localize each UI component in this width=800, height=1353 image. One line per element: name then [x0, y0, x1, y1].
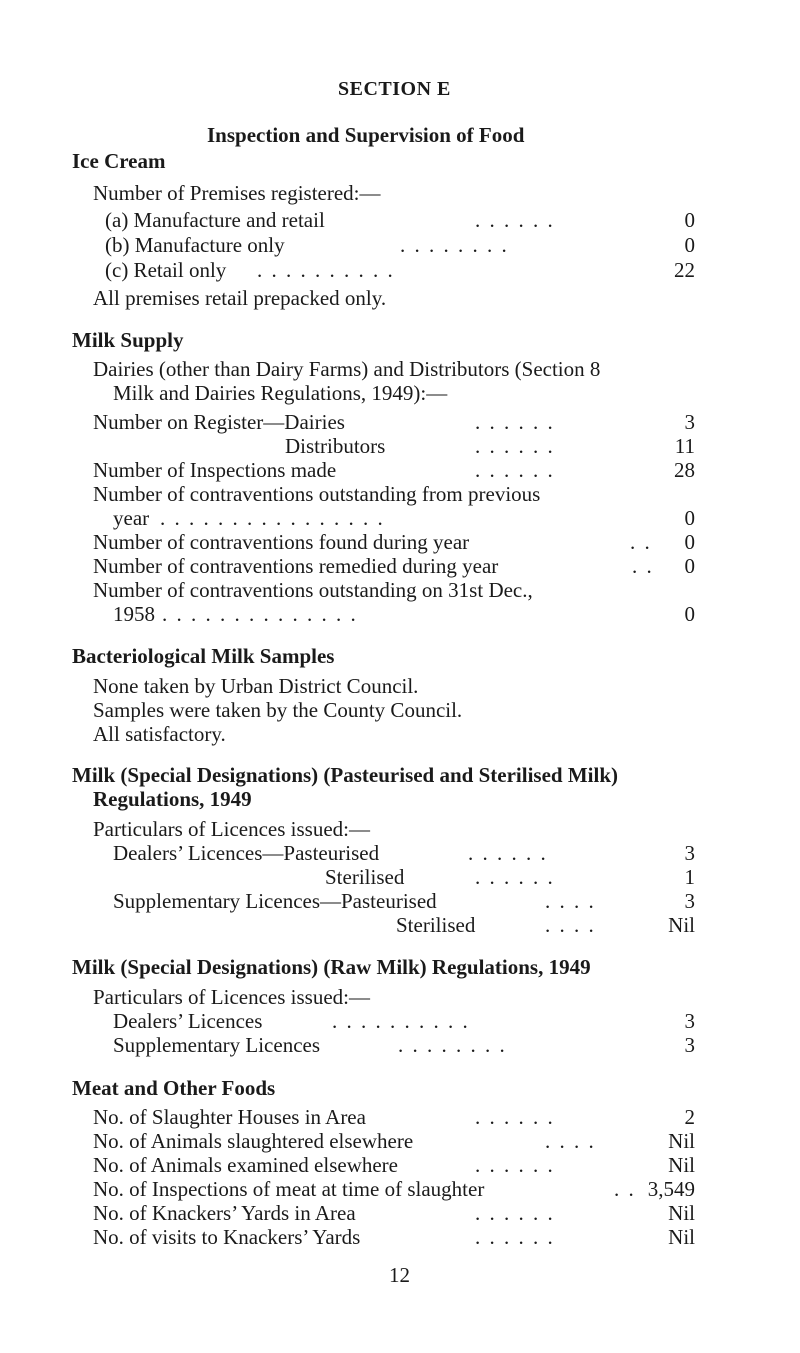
register-dairies-label: Number on Register—Dairies [93, 410, 345, 434]
dealers-sterilised-value: 1 [684, 865, 695, 889]
leader-dots: . . [630, 530, 652, 554]
pasteurised-intro: Particulars of Licences issued:— [93, 817, 370, 841]
dealers-sterilised-label: Sterilised [325, 865, 405, 889]
bacteriological-line: Samples were taken by the County Council. [93, 698, 463, 722]
meat-row-value: Nil [668, 1153, 695, 1177]
meat-row-label: No. of Inspections of meat at time of slaughter [93, 1177, 485, 1201]
meat-heading: Meat and Other Foods [72, 1076, 276, 1100]
ice-cream-row-value: 22 [674, 258, 695, 282]
leader-dots: . . . . [545, 913, 596, 937]
found-value: 0 [684, 530, 695, 554]
leader-dots: . . . . . . [475, 410, 555, 434]
ice-cream-heading: Ice Cream [72, 149, 166, 173]
raw-dealers-label: Dealers’ Licences [113, 1009, 263, 1033]
raw-supplementary-label: Supplementary Licences [113, 1033, 321, 1057]
inspections-label: Number of Inspections made [93, 458, 337, 482]
ice-cream-intro: Number of Premises registered:— [93, 181, 381, 205]
found-label: Number of contraventions found during year [93, 530, 470, 554]
meat-row-value: Nil [668, 1201, 695, 1225]
pasteurised-heading: Regulations, 1949 [93, 787, 252, 811]
leader-dots: . . . . . . . . . . . . . . [162, 602, 358, 626]
leader-dots: . . . . . . . . [400, 233, 509, 257]
ice-cream-row-value: 0 [684, 208, 695, 232]
leader-dots: . . . . [545, 889, 596, 913]
leader-dots: . . . . . . . . . . [257, 258, 395, 282]
leader-dots: . . . . . . [475, 458, 555, 482]
ice-cream-row-label: (a) Manufacture and retail [105, 208, 325, 232]
leader-dots: . . . . . . [475, 865, 555, 889]
page-title: Inspection and Supervision of Food [207, 123, 525, 147]
leader-dots: . . . . . . . . . . . . . . . . [160, 506, 385, 530]
remedied-value: 0 [684, 554, 695, 578]
meat-row-label: No. of Animals examined elsewhere [93, 1153, 398, 1177]
leader-dots: . . . . . . [468, 841, 548, 865]
supplementary-sterilised-value: Nil [668, 913, 695, 937]
raw-dealers-value: 3 [684, 1009, 695, 1033]
ice-cream-note: All premises retail prepacked only. [93, 286, 387, 310]
leader-dots: . . . . . . [475, 1225, 555, 1249]
meat-row-value: 3,549 [647, 1177, 695, 1201]
leader-dots: . . . . . . [475, 434, 555, 458]
meat-row-value: Nil [668, 1129, 695, 1153]
milk-supply-intro: Milk and Dairies Regulations, 1949):— [113, 381, 448, 405]
leader-dots: . . . . . . . . [398, 1033, 507, 1057]
bacteriological-line: All satisfactory. [93, 722, 226, 746]
raw-supplementary-value: 3 [684, 1033, 695, 1057]
meat-row-label: No. of Knackers’ Yards in Area [93, 1201, 356, 1225]
dealers-pasteurised-value: 3 [684, 841, 695, 865]
raw-milk-intro: Particulars of Licences issued:— [93, 985, 370, 1009]
ice-cream-row-label: (c) Retail only [105, 258, 227, 282]
leader-dots: . . . . . . . . . . [332, 1009, 470, 1033]
page-number: 12 [389, 1263, 410, 1287]
outstanding-previous-year: year [113, 506, 150, 530]
remedied-label: Number of contraventions remedied during year [93, 554, 499, 578]
pasteurised-heading: Milk (Special Designations) (Pasteurised and Sterilised Milk) [72, 763, 618, 787]
outstanding-previous-label: Number of contraventions outstanding from previous [93, 482, 541, 506]
meat-row-label: No. of visits to Knackers’ Yards [93, 1225, 361, 1249]
supplementary-sterilised-label: Sterilised [396, 913, 476, 937]
outstanding-previous-value: 0 [684, 506, 695, 530]
section-title: SECTION E [338, 78, 451, 100]
ice-cream-row-label: (b) Manufacture only [105, 233, 285, 257]
raw-milk-heading: Milk (Special Designations) (Raw Milk) Regulations, 1949 [72, 955, 591, 979]
dealers-pasteurised-label: Dealers’ Licences—Pasteurised [113, 841, 380, 865]
meat-row-label: No. of Animals slaughtered elsewhere [93, 1129, 414, 1153]
leader-dots: . . . . . . [475, 208, 555, 232]
leader-dots: . . . . . . [475, 1105, 555, 1129]
register-distributors-label: Distributors [285, 434, 386, 458]
meat-row-value: Nil [668, 1225, 695, 1249]
register-distributors-value: 11 [674, 434, 695, 458]
register-dairies-value: 3 [684, 410, 695, 434]
outstanding-end-label: Number of contraventions outstanding on 31st Dec., [93, 578, 533, 602]
supplementary-pasteurised-value: 3 [684, 889, 695, 913]
bacteriological-heading: Bacteriological Milk Samples [72, 644, 335, 668]
milk-supply-intro: Dairies (other than Dairy Farms) and Distributors (Section 8 [93, 357, 601, 381]
bacteriological-line: None taken by Urban District Council. [93, 674, 419, 698]
outstanding-end-year: 1958 [113, 602, 155, 626]
milk-supply-heading: Milk Supply [72, 328, 184, 352]
ice-cream-row-value: 0 [684, 233, 695, 257]
leader-dots: . . . . . . [475, 1153, 555, 1177]
supplementary-pasteurised-label: Supplementary Licences—Pasteurised [113, 889, 437, 913]
leader-dots: . . . . . . [475, 1201, 555, 1225]
leader-dots: . . [614, 1177, 636, 1201]
meat-row-label: No. of Slaughter Houses in Area [93, 1105, 366, 1129]
leader-dots: . . . . [545, 1129, 596, 1153]
meat-row-value: 2 [684, 1105, 695, 1129]
inspections-value: 28 [674, 458, 695, 482]
leader-dots: . . [632, 554, 654, 578]
outstanding-end-value: 0 [684, 602, 695, 626]
